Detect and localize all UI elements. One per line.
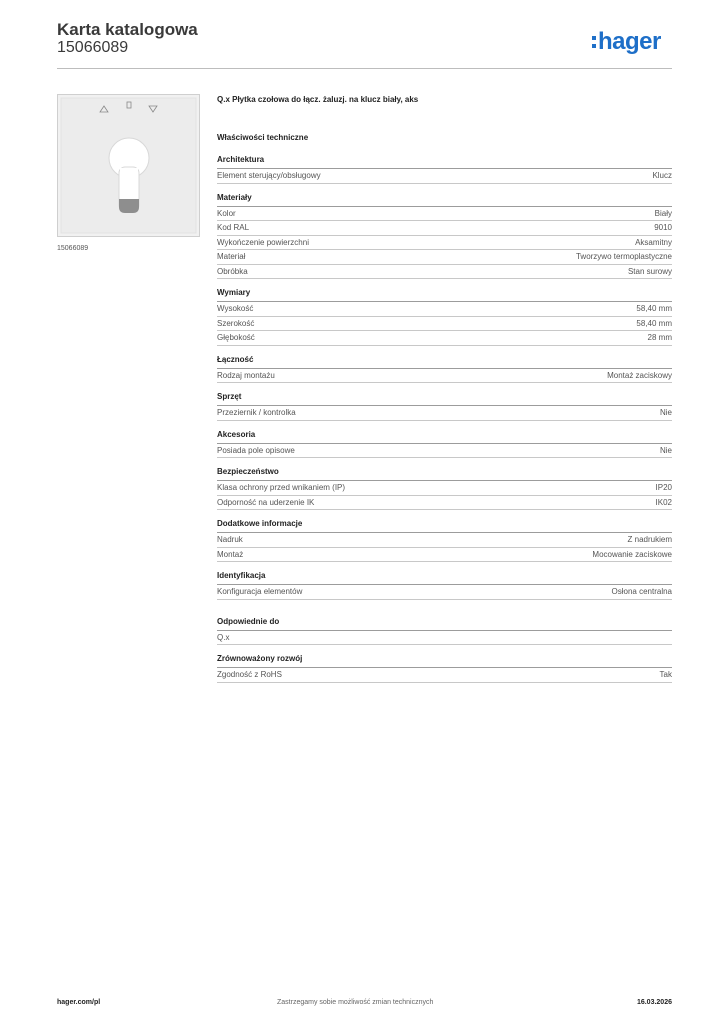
spec-row bbox=[217, 207, 672, 222]
spec-section bbox=[217, 430, 672, 459]
section-title: Akcesoria bbox=[217, 430, 672, 444]
spec-label: Obróbka bbox=[217, 266, 248, 276]
spec-label: Nadruk bbox=[217, 535, 243, 544]
spec-label: Przeziernik / kontrolka bbox=[217, 408, 296, 417]
section-title: Wymiary bbox=[217, 288, 672, 302]
spec-content bbox=[217, 95, 672, 692]
spec-label: Posiada pole opisowe bbox=[217, 445, 295, 455]
spec-value: Stan surowy bbox=[627, 266, 672, 276]
tech-properties-heading: Właściwości techniczne bbox=[217, 133, 309, 142]
document-title: Karta katalogowa bbox=[57, 20, 198, 39]
spec-label: Klasa ochrony przed wnikaniem (IP) bbox=[217, 483, 346, 492]
spec-value: 58,40 mm bbox=[636, 304, 672, 313]
spec-row bbox=[217, 302, 672, 317]
spec-label: Wykończenie powierzchni bbox=[217, 237, 309, 247]
spec-section bbox=[217, 467, 672, 510]
spec-value: Montaż zaciskowy bbox=[607, 370, 672, 380]
spec-section bbox=[217, 617, 672, 646]
product-title: Q.x Płytka czołowa do łącz. żaluzj. na klucz biały, aks bbox=[217, 95, 419, 104]
spec-label: Wysokość bbox=[217, 304, 254, 313]
spec-section bbox=[217, 355, 672, 384]
spec-sections bbox=[217, 155, 672, 683]
spec-label: Odporność na uderzenie IK bbox=[217, 497, 315, 507]
section-title: Bezpieczeństwo bbox=[217, 467, 672, 481]
spec-row bbox=[217, 481, 672, 496]
spec-row bbox=[217, 236, 672, 251]
spec-section bbox=[217, 519, 672, 562]
spec-row bbox=[217, 369, 672, 384]
spec-value: Klucz bbox=[652, 171, 672, 180]
spec-value: Biały bbox=[654, 208, 672, 218]
section-title: Materiały bbox=[217, 193, 672, 207]
section-title: Dodatkowe informacje bbox=[217, 519, 672, 533]
spec-label: Szerokość bbox=[217, 318, 255, 328]
header-divider bbox=[57, 68, 672, 69]
spec-value: Aksamitny bbox=[635, 237, 672, 247]
section-title: Łączność bbox=[217, 355, 672, 369]
spec-label: Konfiguracja elementów bbox=[217, 587, 303, 596]
spec-row bbox=[217, 265, 672, 280]
spec-value: Nie bbox=[659, 445, 672, 455]
logo-colon-icon bbox=[592, 36, 596, 48]
spec-value: Mocowanie zaciskowe bbox=[592, 549, 672, 559]
spec-label: Element sterujący/obsługowy bbox=[217, 171, 321, 180]
spec-row bbox=[217, 406, 672, 421]
spec-row bbox=[217, 221, 672, 236]
spec-row bbox=[217, 444, 672, 459]
section-title: Sprzęt bbox=[217, 392, 672, 406]
spec-section bbox=[217, 654, 672, 683]
spec-value: Nie bbox=[659, 408, 672, 417]
spec-value: Tak bbox=[659, 670, 672, 679]
spec-row bbox=[217, 631, 672, 646]
spec-row bbox=[217, 317, 672, 332]
spec-section bbox=[217, 193, 672, 280]
footer-disclaimer: Zastrzegamy sobie możliwość zmian technicznych bbox=[277, 999, 434, 1006]
footer-website: hager.com/pl bbox=[57, 999, 101, 1006]
spec-label: Kod RAL bbox=[217, 223, 250, 232]
spec-value: Tworzywo termoplastyczne bbox=[575, 252, 672, 261]
logo-wordmark: hager bbox=[598, 28, 661, 55]
spec-row bbox=[217, 331, 672, 346]
spec-label: Rodzaj montażu bbox=[217, 370, 275, 380]
section-title: Zrównoważony rozwój bbox=[217, 654, 672, 668]
spec-row bbox=[217, 250, 672, 265]
spec-value: 9010 bbox=[654, 223, 672, 232]
spec-row bbox=[217, 585, 672, 600]
spec-label: Montaż bbox=[217, 549, 244, 559]
spec-label: Zgodność z RoHS bbox=[217, 670, 282, 679]
spec-row bbox=[217, 496, 672, 511]
spec-label: Kolor bbox=[217, 208, 236, 218]
spec-section bbox=[217, 392, 672, 421]
spec-label: Materiał bbox=[217, 252, 246, 261]
spec-section bbox=[217, 571, 672, 600]
spec-value: 28 mm bbox=[647, 333, 672, 342]
spec-label: Głębokość bbox=[217, 333, 255, 342]
spec-section bbox=[217, 155, 672, 184]
footer-date: 16.03.2026 bbox=[636, 999, 672, 1006]
spec-section bbox=[217, 288, 672, 346]
spec-row bbox=[217, 169, 672, 184]
product-image bbox=[57, 94, 200, 237]
spec-value: 58,40 mm bbox=[636, 318, 672, 328]
spec-value: Osłona centralna bbox=[611, 587, 672, 596]
key-plate-icon bbox=[58, 95, 199, 236]
section-title: Identyfikacja bbox=[217, 571, 672, 585]
spec-value: Z nadrukiem bbox=[627, 535, 672, 544]
section-title: Odpowiednie do bbox=[217, 617, 672, 631]
spec-label: Q.x bbox=[217, 632, 230, 642]
spec-row bbox=[217, 533, 672, 548]
image-caption: 15066089 bbox=[57, 245, 89, 252]
hager-logo bbox=[592, 27, 661, 57]
spec-value: IP20 bbox=[655, 483, 672, 492]
section-title: Architektura bbox=[217, 155, 672, 169]
spec-value: IK02 bbox=[655, 497, 672, 507]
catalog-number: 15066089 bbox=[57, 39, 129, 56]
spec-row bbox=[217, 548, 672, 563]
spec-row bbox=[217, 668, 672, 683]
